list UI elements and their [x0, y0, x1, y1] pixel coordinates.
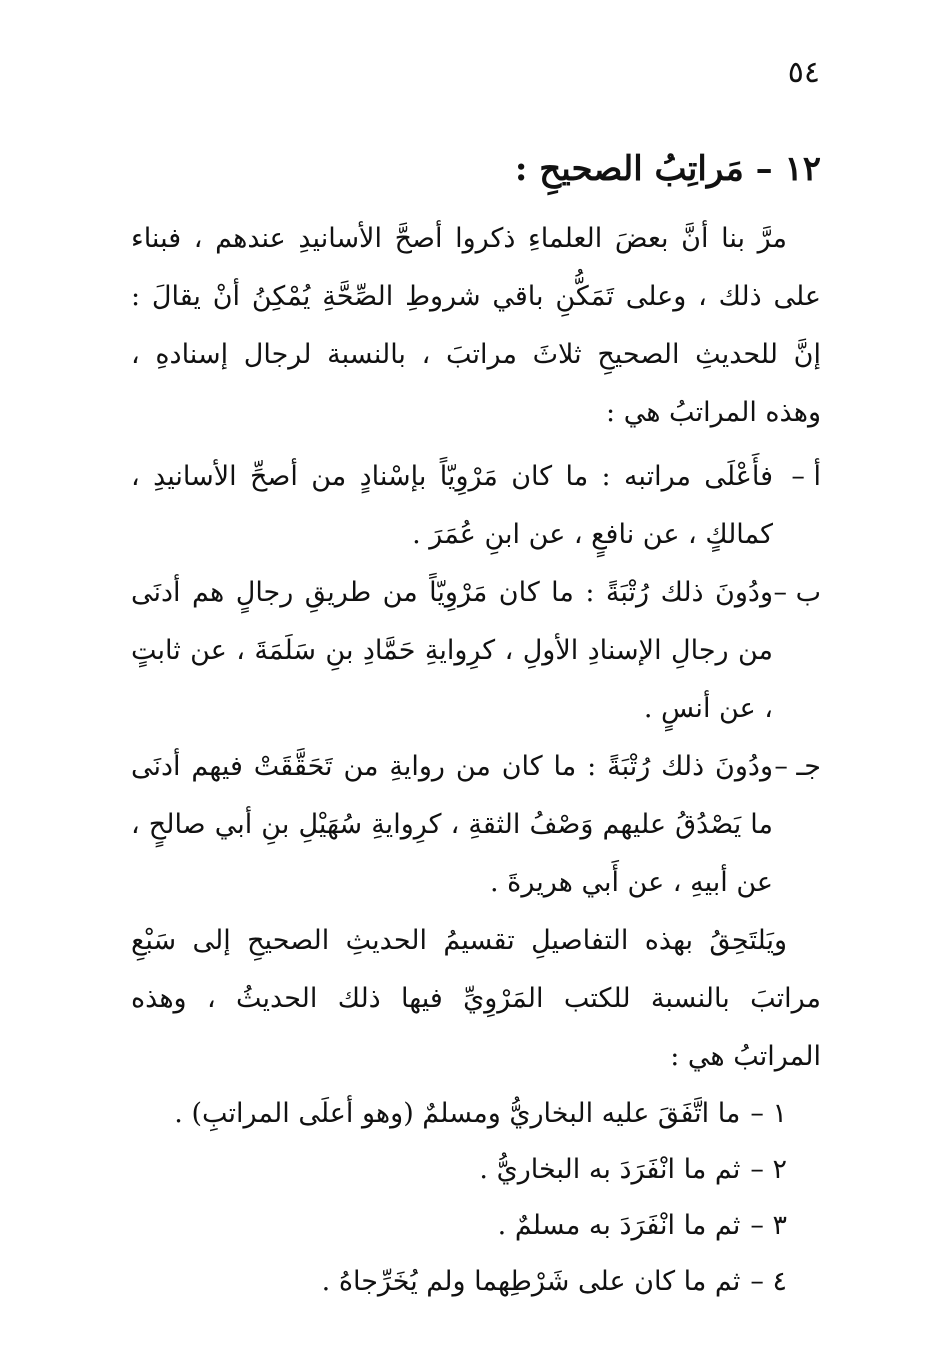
level-number: ٤ –: [750, 1266, 787, 1297]
list-item: [131, 1142, 821, 1198]
rank-item-a: [131, 448, 821, 564]
page-content: [131, 142, 821, 1310]
rank-letter: أ –: [791, 461, 821, 492]
level-number: ١ –: [750, 1098, 787, 1129]
section-heading: ١٢ – مَراتِبُ الصحيحِ :: [514, 149, 821, 189]
level-text: ما اتَّفَقَ عليه البخاريُّ ومسلمٌ (وهو أعلَى المراتبِ) .: [174, 1098, 741, 1129]
level-text: ثم ما انْفَرَدَ به البخاريُّ .: [479, 1154, 741, 1185]
list-item: [131, 1198, 821, 1254]
levels-list: [131, 1086, 821, 1310]
rank-text: ودُونَ ذلك رُتْبَةً : ما كان مَرْوِيّاً من طريقِ رجالٍ هم أدنَى من رجالِ الإسنادِ الأولِ ، كرِوايةِ حَمَّادِ بنِ سَلَمَةَ ، عن ثابتٍ ، عن أنسٍ .: [131, 577, 773, 724]
rank-item-b: [131, 564, 821, 738]
list-item: [131, 1086, 821, 1142]
followup-paragraph: ويَلتَحِقُ بهذه التفاصيلِ تقسيمُ الحديثِ الصحيحِ إلى سَبْعِ مراتبَ بالنسبة للكتب المَرْوِيِّ فيها ذلك الحديثُ ، وهذه المراتبُ هي :: [131, 925, 821, 1072]
level-number: ٣ –: [750, 1210, 787, 1241]
list-item: [131, 1254, 821, 1310]
level-number: ٢ –: [750, 1154, 787, 1185]
level-text: ثم ما كان على شَرْطِهما ولم يُخَرِّجاهُ .: [321, 1266, 741, 1297]
level-text: ثم ما انْفَرَدَ به مسلمٌ .: [497, 1210, 741, 1241]
rank-letter: ب –: [773, 577, 821, 608]
rank-letter: جـ –: [774, 751, 821, 782]
rank-item-c: [131, 738, 821, 912]
rank-text: فأَعْلَى مراتبه : ما كان مَرْوِيّاً بإسْنادٍ من أصحِّ الأسانيدِ ، كمالكٍ ، عن نافعٍ ، عن ابنِ عُمَرَ .: [131, 461, 773, 550]
rank-text: ودُونَ ذلك رُتْبَةً : ما كان من روايةِ من تَحَقَّقَتْ فيهم أدنَى ما يَصْدُقُ عليهم وَصْفُ الثقةِ ، كرِوايةِ سُهَيْلِ بنِ أبي صالحٍ ، عن أبيهِ ، عن أَبي هريرةَ .: [131, 751, 773, 898]
intro-paragraph: مرَّ بنا أنَّ بعضَ العلماءِ ذكروا أصحَّ الأسانيدِ عندهم ، فبناء على ذلك ، وعلى تَمَكُّنِ باقي شروطِ الصِّحَّةِ يُمْكِنُ أنْ يقالَ : إنَّ للحديثِ الصحيحِ ثلاثَ مراتبَ ، بالنسبة لرجال إسنادهِ ، وهذه المراتبُ هي :: [131, 223, 821, 428]
page-number: ٥٤: [787, 55, 820, 90]
